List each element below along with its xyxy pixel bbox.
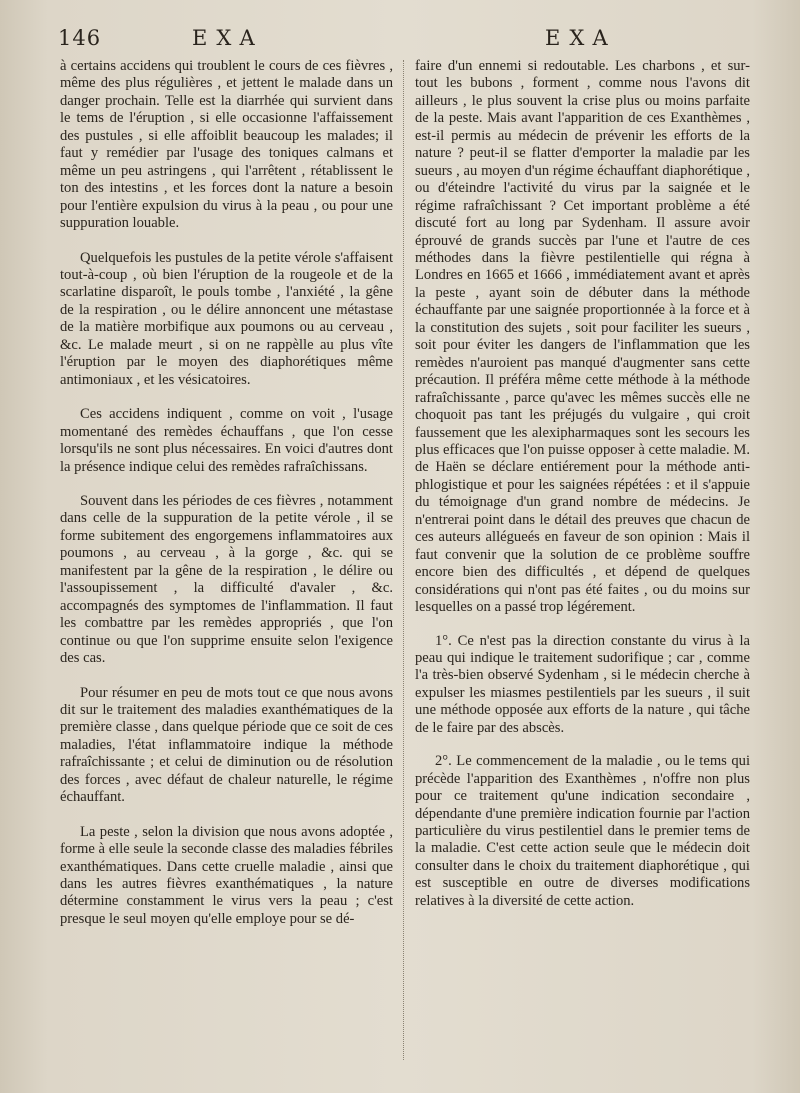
left-column — [60, 58, 393, 928]
right-column — [415, 58, 750, 910]
paragraph: 2°. Le commencement de la maladie , ou le tems qui précède l'apparition des Exanthèmes , n'offre non plus pour ce traitement qu'une indication secondaire , dépendante d'une première indication fournie par l'action particulière du virus pestilentiel dans le premier tems de la maladie. C'est cette action seule que le médecin doit consulter dans le choix du traitement diaphorétique , qui est susceptible en outre de diverses modifications relatives à la diversité de cette action. — [415, 753, 750, 909]
paragraph: 1°. Ce n'est pas la direction constante du virus à la peau qui indique le traitement sudorifique ; car , comme l'a très-bien observé Sydenham , si le médecin cherche à expulser les miasmes pestilentiels par les sueurs , il suit une méthode opposée aux efforts de la nature , qui tâche de le faire par des abscès. — [415, 632, 750, 736]
paragraph: Quelquefois les pustules de la petite vérole s'affaisent tout-à-coup , où bien l'éruption de la rougeole et de la scarlatine disparoît, le pouls tombe , l'anxiété , la gêne de la respiration , ou le délire annoncent une métastase de la matière morbifique aux poumons ou au cerveau , &c. Le malade meurt , si on ne rappèlle au plus vîte l'éruption par le moyen des diaphorétiques même antimoniaux , et les vésicatoires. — [60, 249, 393, 388]
paragraph: Pour résumer en peu de mots tout ce que nous avons dit sur le traitement des maladies exanthématiques de la première classe , dans quelque période que ce soit de ces maladies, l'état inflammatoire indique la méthode rafraîchissante ; et celui de diminution ou de résolution des forces , avec défaut de chaleur naturelle, le régime échauffant. — [60, 684, 393, 806]
right-running-head: EXA — [545, 26, 617, 50]
paragraph: Souvent dans les périodes de ces fièvres , notamment dans celle de la suppuration de la petite vérole , il se forme subitement des engorgemens inflammatoires aux poumons , au cerveau , à la gorge , &c. qui se manifestent par la gêne de la respiration , le délire ou l'assoupissement , la difficulté d'avaler , &c. accompagnés des symptomes de l'inflammation. Il faut les combattre par les remèdes appropriés , que l'on continue ou que l'on supprime ensuite selon l'exigence des cas. — [60, 492, 393, 667]
column-divider — [403, 60, 405, 1060]
running-header — [0, 26, 800, 56]
paragraph: Ces accidens indiquent , comme on voit , l'usage momentané des remèdes échauffans , que l'on cesse lorsqu'ils ne sont plus nécessaires. En voici d'autres dont la présence indique celui des remèdes rafraîchissans. — [60, 406, 393, 475]
paragraph: faire d'un ennemi si redoutable. Les charbons , et sur-tout les bubons , forment , comme nous l'avons dit ailleurs , le plus souvent la crise plus ou moins parfaite de la peste. Mais avant l'apparition de ces Exanthèmes , est-il permis au médecin de prévenir les efforts de la nature ? peut-il se flatter d'emporter la maladie par les sueurs , au moyen d'un régime échauffant diaphorétique , ou d'éteindre l'activité du virus par la saignée et le régime rafraîchissant ? Cet important problème a été discuté fort au long par Sydenham. Il assure avoir éprouvé de grands succès par l'une et l'autre de ces méthodes dans la fièvre pestilentielle qui régna à Londres en 1665 et 1666 , immédiatement avant et après la peste , ayant soin de débuter dans la méthode échauffante par une saignée proportionnée à la force et à la constitution des sujets , soit pour faciliter les sueurs , soit pour éviter les dangers de l'inflammation que les remèdes n'auroient pas manqué d'augmenter sans cette précaution. Il préféra même cette méthode à la méthode rafraîchissante , parce qu'avec les mêmes succès elle ne choquoit pas tant les préjugés du vulgaire , qui croit faussement que les alexipharmaques sont les secours les plus efficaces que l'on puisse opposer à cette maladie. M. de Haën se déclare entiérement pour la méthode anti-phlogistique et pour les saignées répétées : et il s'appuie du témoignage d'un grand nombre de médecins. Je n'entrerai point dans le détail des preuves que chacun de ces auteurs allégueés en faveur de son opinion : Mais il faut convenir que la solution de ce problème souffre encore bien des difficultés , et dépend de quelques considérations qui n'ont pas été faites , ou du moins sur lesquelles on a passé trop légérement. — [415, 58, 750, 616]
page-number: 146 — [58, 26, 102, 50]
paragraph: La peste , selon la division que nous avons adoptée , forme à elle seule la seconde classe des maladies fébriles exanthématiques. Dans cette cruelle maladie , ainsi que dans les autres fièvres exanthématiques , la nature détermine constamment le virus vers la peau ; c'est presque le seul moyen qu'elle employe pour se dé- — [60, 823, 393, 927]
left-running-head: EXA — [192, 26, 264, 50]
paragraph: à certains accidens qui troublent le cours de ces fièvres , même des plus régulières , et jettent le malade dans un danger prochain. Telle est la diarrhée qui survient dans le tems de l'éruption , si elle occasionne l'affaissement des pustules , si elle affoiblit beaucoup les malades; il faut y remédier par l'usage des toniques calmans et même un peu astringens , qui l'arrêtent , rétablissent le ton des intestins , et les forces dont la nature a besoin pour l'entière expulsion du virus à la peau , ou pour une suppuration louable. — [60, 58, 393, 232]
